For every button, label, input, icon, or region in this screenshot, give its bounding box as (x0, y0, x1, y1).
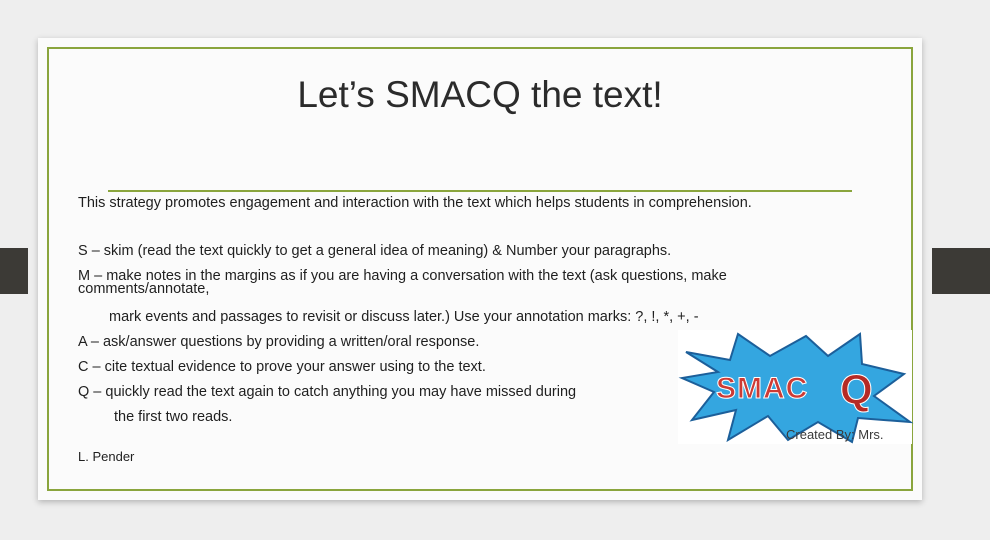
step-text: – skim (read the text quickly to get a general idea of meaning) & Number your paragraphs. (87, 243, 672, 259)
step-q-continuation: the first two reads. (114, 409, 233, 425)
caption-text: Created By: Mrs. (786, 427, 884, 442)
step-letter: A (78, 334, 87, 350)
step-text: – ask/answer questions by providing a written/oral response. (86, 334, 480, 350)
logo-text: SMAC (716, 372, 809, 405)
step-m-continuation: mark events and passages to revisit or discuss later.) Use your annotation marks: ?, !, *, +, - (109, 309, 699, 325)
step-c (78, 359, 486, 376)
step-letter: S (78, 243, 88, 259)
title-divider (108, 190, 852, 192)
step-text: – cite textual evidence to prove your answer using to the text. (88, 359, 486, 375)
step-letter: M (78, 268, 91, 284)
step-text: – quickly read the text again to catch anything you may have missed during (89, 384, 577, 400)
slide (38, 38, 922, 500)
step-text: – make notes in the margins as if you are having a conversation with the text (ask questions, make comments/annotate, (78, 268, 727, 297)
left-edge-tab (0, 248, 28, 294)
right-edge-tab (932, 248, 990, 294)
logo-q: Q (840, 366, 873, 413)
step-m (78, 270, 808, 296)
step-a (78, 334, 479, 351)
step-s (78, 243, 671, 260)
slide-title: Let’s SMACQ the text! (297, 74, 663, 115)
author-name: L. Pender (78, 449, 135, 464)
step-letter: Q (78, 384, 90, 400)
step-letter: C (78, 359, 89, 375)
intro-text: This strategy promotes engagement and interaction with the text which helps students in comprehension. (78, 195, 752, 211)
created-by-caption (786, 427, 884, 444)
step-q (78, 384, 576, 401)
